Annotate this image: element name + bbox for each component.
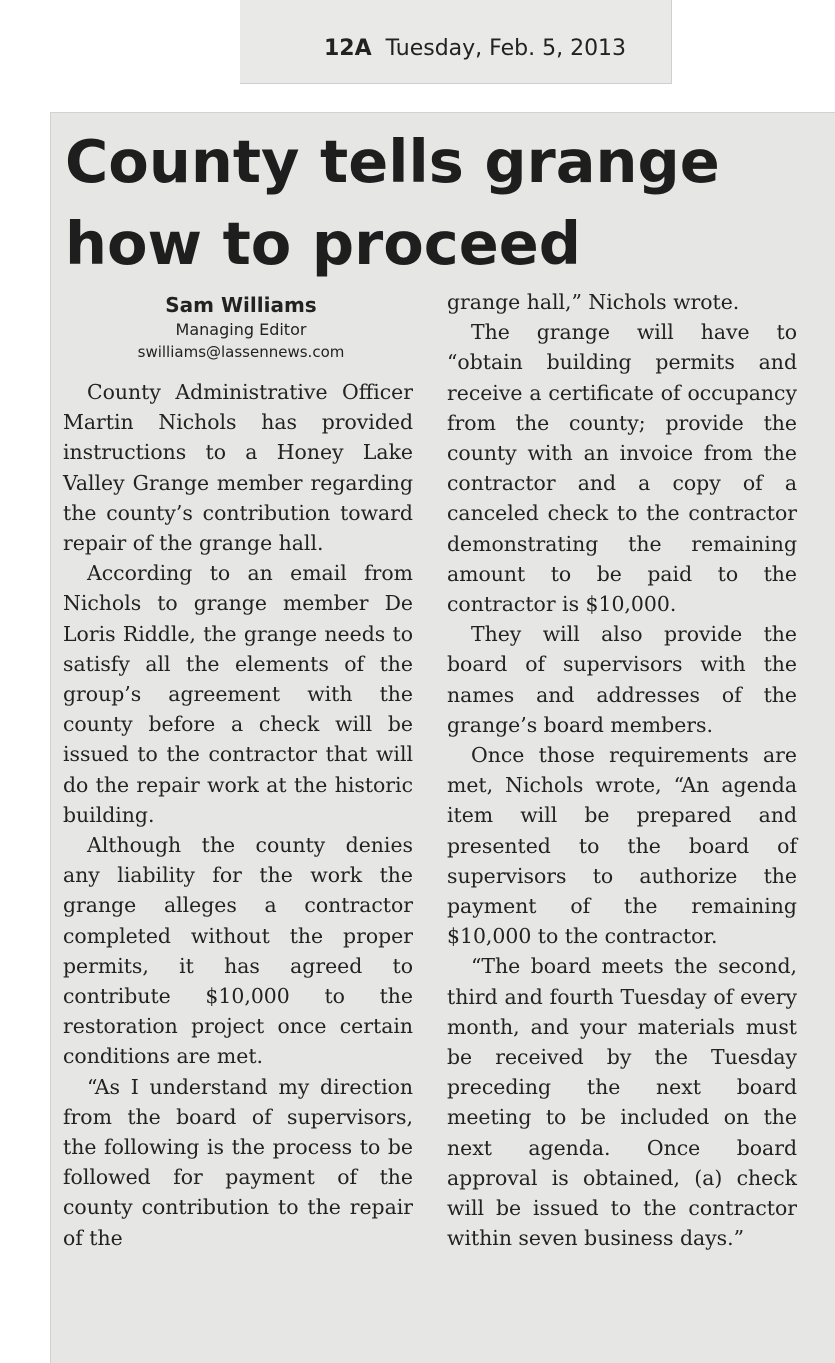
article-column-right [447,287,797,1254]
paragraph: “The board meets the second, third and fourth Tuesday of every month, and your materials must be received by the Tuesday preceding the next board meeting to be included on the next agenda. Once board approval is obtained, (a) check will be issued to the contractor within seven business days.” [447,954,797,1251]
paragraph: They will also provide the board of supervisors with the names and addresses of the grange’s board members. [447,622,797,737]
paragraph: The grange will have to “obtain building permits and receive a certificate of occupancy from the county; provide the county with an invoice from the contractor and a copy of a canceled check to the contractor demonstrating the remaining amount to be paid to the contractor is $10,000. [447,320,797,617]
dateline-clipping [240,0,672,84]
author-role: Managing Editor [175,320,307,339]
author-email: swilliams@lassennews.com [137,343,345,361]
paragraph: Once those requirements are met, Nichols wrote, “An agenda item will be prepared and presented to the board of supervisors to authorize the payment of the remaining $10,000 to the contractor. [447,743,797,949]
article-column-left [63,377,413,1253]
paragraph: “As I understand my direction from the board of supervisors, the following is the process to be followed for payment of the county contribution to the repair of the [63,1074,413,1250]
paragraph: According to an email from Nichols to grange member De Loris Riddle, the grange needs to satisfy all the elements of the group’s agreement with the county before a check will be issued to the contractor that will do the repair work at the historic building. [63,561,413,827]
byline [113,291,369,363]
dateline [324,36,626,61]
page-number: 12A [324,36,372,61]
paragraph: County Administrative Officer Martin Nichols has provided instructions to a Honey Lake Valley Grange member regarding the county’s contribution toward repair of the grange hall. [63,380,413,556]
author-name: Sam Williams [165,293,317,317]
paragraph-continued: grange hall,” Nichols wrote. [447,290,740,314]
article-clipping [50,112,835,1363]
publication-date: Tuesday, Feb. 5, 2013 [385,36,627,61]
paragraph: Although the county denies any liability for the work the grange alleges a contractor completed without the proper permits, it has agreed to contribute $10,000 to the restoration project once certain conditions are met. [63,833,413,1069]
headline: County tells grange how to proceed [65,127,720,278]
